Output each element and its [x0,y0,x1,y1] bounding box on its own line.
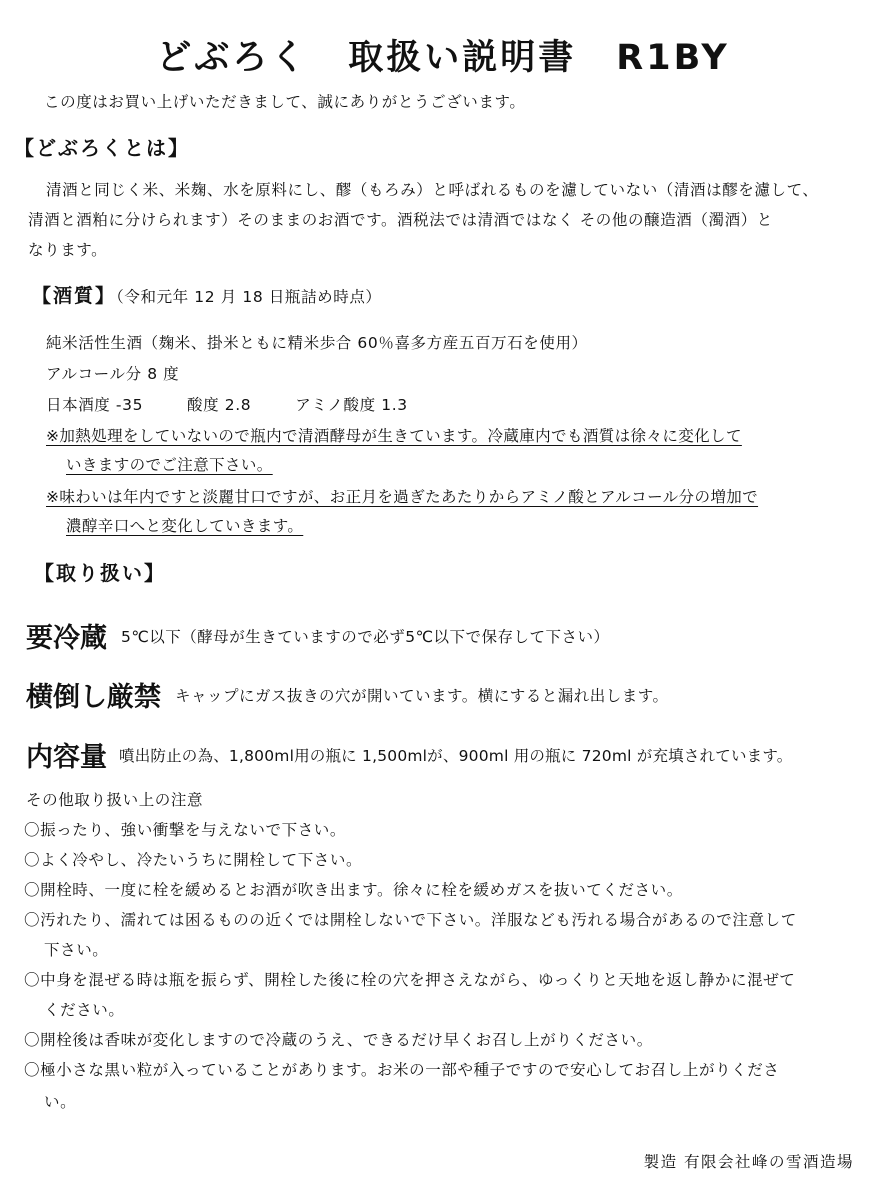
page-title [0,30,886,80]
other-note-4-line-2: 下さい。 [44,941,109,959]
notice-yeast-line-2: いきますのでご注意下さい。 [66,456,273,474]
quality-heading: 【酒質】 [32,285,117,307]
about-line-3: なります。 [28,241,108,259]
greeting-text: この度はお買い上げいただきまして、誠にありがとうございます。 [44,93,526,111]
acidity: 酸度 2.8 [187,396,252,414]
title-product: どぶろく [156,38,309,78]
notice-yeast-line-1: ※加熱処理をしていないので瓶内で清酒酵母が生きています。冷蔵庫内でも酒質は徐々に変化して [46,427,742,445]
quality-spec-alcohol: アルコール分 8 度 [46,365,180,383]
notice-taste-line-1: ※味わいは年内ですと淡麗甘口ですが、お正月を過ぎたあたりからアミノ酸とアルコール分の増加で [46,488,759,506]
notice-taste-line-2: 濃醇辛口へと変化していきます。 [66,517,304,535]
quality-spec-rice: 純米活性生酒（麹米、掛米ともに精米歩合 60％喜多方産五百万石を使用） [46,334,588,352]
refrigerate-desc: 5℃以下（酵母が生きていますので必ず5℃以下で保存して下さい） [121,627,610,646]
quality-date-note: （令和元年 12 月 18 日瓶詰め時点） [116,288,382,306]
about-line-1: 清酒と同じく米、米麹、水を原料にし、醪（もろみ）と呼ばれるものを濾していない（清酒は醪を濾して、 [46,181,819,199]
manufacturer: 製造 有限会社峰の雪酒造場 [643,1153,854,1171]
other-note-7-line-2: い。 [44,1093,77,1111]
refrigerate-label: 要冷蔵 [26,623,107,654]
volume-desc: 噴出防止の為、1,800ml用の瓶に 1,500mlが、900ml 用の瓶に 720ml が充填されています。 [119,746,793,765]
other-note-2: 〇よく冷やし、冷たいうちに開栓して下さい。 [24,851,363,869]
title-document: 取扱い説明書 [348,38,577,78]
amino-acidity: アミノ酸度 1.3 [295,396,408,414]
other-note-1: 〇振ったり、強い衝撃を与えないで下さい。 [24,821,347,839]
handling-heading: 【取り扱い】 [34,561,166,585]
quality-heading-row [32,286,382,307]
other-heading: その他取り扱い上の注意 [26,791,204,809]
about-heading: 【どぶろくとは】 [14,136,190,160]
other-note-6: 〇開栓後は香味が変化しますので冷蔵のうえ、できるだけ早くお召し上がりください。 [24,1031,653,1049]
other-note-5-line-1: 〇中身を混ぜる時は瓶を振らず、開栓した後に栓の穴を押さえながら、ゆっくりと天地を返し静かに混ぜて [24,971,796,989]
handling-keep-upright [26,675,669,714]
title-code: R1BY [616,38,730,78]
quality-spec-values [46,395,408,415]
keep-upright-label: 横倒し厳禁 [26,682,161,713]
other-note-7-line-1: 〇極小さな黒い粒が入っていることがあります。お米の一部や種子ですので安心してお召し上がりくださ [24,1061,780,1079]
keep-upright-desc: キャップにガス抜きの穴が開いています。横にすると漏れ出します。 [175,686,669,705]
volume-label: 内容量 [26,742,107,773]
about-line-2: 清酒と酒粕に分けられます）そのままのお酒です。酒税法では清酒ではなく その他の醸造酒（濁酒）と [28,211,773,229]
other-note-5-line-2: ください。 [44,1001,125,1019]
handling-refrigerate [26,616,610,655]
nihonshu-do: 日本酒度 -35 [46,396,144,414]
other-note-3: 〇開栓時、一度に栓を緩めるとお酒が吹き出ます。徐々に栓を緩めガスを抜いてください。 [24,881,683,899]
handling-volume [26,735,793,774]
other-note-4-line-1: 〇汚れたり、濡れては困るものの近くでは開栓しないで下さい。洋服なども汚れる場合があるので注意して [24,911,797,929]
